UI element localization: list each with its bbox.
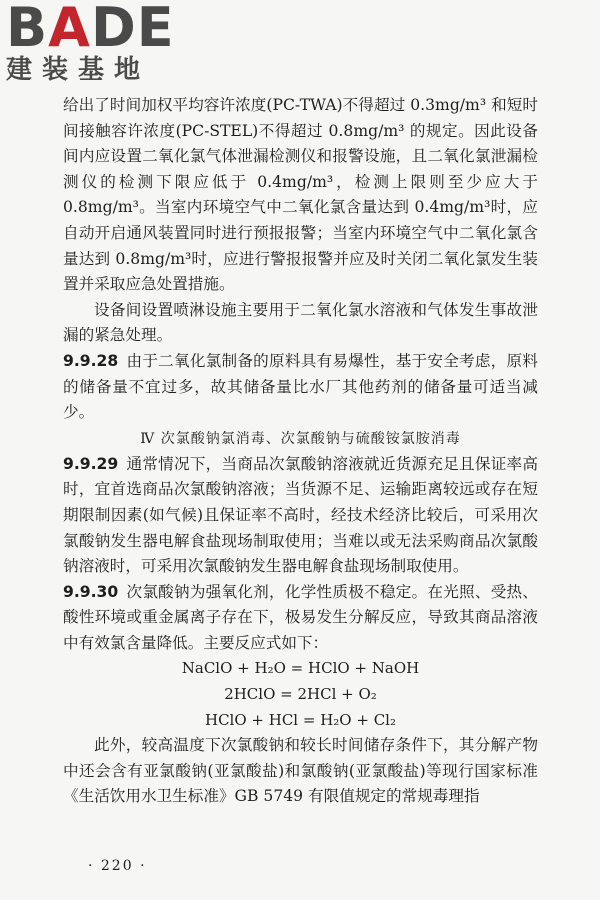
clause-9-9-28 (63, 349, 538, 426)
closing-paragraph: 此外，较高温度下次氯酸钠和较长时间储存条件下，其分解产物中还会含有亚氯酸钠(亚氯酸盐)和氯酸钠(亚氯酸盐)等现行国家标准《生活饮用水卫生标准》GB 5749 有限值规定的常规毒理指 (63, 736, 538, 806)
clause-number: 9.9.30 (63, 582, 119, 601)
equation-1: NaClO + H₂O = HClO + NaOH (181, 659, 420, 678)
equation-3: HClO + HCl = H₂O + Cl₂ (204, 710, 396, 729)
clause-9-9-30 (63, 580, 538, 657)
clause-number: 9.9.28 (63, 351, 119, 370)
equation-2: 2HClO = 2HCl + O₂ (224, 685, 377, 704)
clause-text: 次氯酸钠为强氧化剂，化学性质极不稳定。在光照、受热、酸性环境或重金属离子存在下，极易发生分解反应，导致其商品溶液中有效氯含量降低。主要反应式如下： (63, 582, 538, 652)
logo-subtitle: 建装基地 (6, 55, 151, 85)
logo-brand: BADE (6, 0, 175, 59)
page-body (63, 93, 538, 810)
bade-logo (6, 2, 181, 86)
clause-text: 通常情况下，当商品次氯酸钠溶液就近货源充足且保证率高时，宜首选商品次氯酸钠溶液；当货源不足、运输距离较远或存在短期限制因素(如气候)且保证率不高时，经技术经济比较后，可采用次氯酸钠发生器电解食盐现场制取使用；当难以或无法采购商品次氯酸钠溶液时，可采用次氯酸钠发生器电解食盐现场制取使用。 (63, 454, 538, 576)
paragraph-spray: 设备间设置喷淋设施主要用于二氧化氯水溶液和气体发生事故泄漏的紧急处理。 (63, 300, 538, 345)
clause-9-9-29 (63, 452, 538, 580)
clause-number: 9.9.29 (63, 454, 119, 473)
paragraph-continued: 给出了时间加权平均容许浓度(PC-TWA)不得超过 0.3mg/m³ 和短时间接触容许浓度(PC-STEL)不得超过 0.8mg/m³ 的规定。因此设备间内应设置二氧化氯气体泄漏检测仪和报警设施，且二氧化氯泄漏检测仪的检测下限应低于 0.4mg/m³，检测上限则至少应大于 0.8mg/m³。当室内环境空气中二氧化氯含量达到 0.4mg/m³时，应自动开启通风装置同时进行预报报警；当室内环境空气中二氧化氯含量达到 0.8mg/m³时，应进行警报报警并应及时关闭二氧化氯发生装置并采取应急处置措施。 (63, 96, 538, 294)
clause-text: 由于二氧化氯制备的原料具有易爆性，基于安全考虑，原料的储备量不宜过多，故其储备量比水厂其他药剂的储备量可适当减少。 (63, 351, 538, 422)
section-heading: Ⅳ 次氯酸钠氯消毒、次氯酸钠与硫酸铵氯胺消毒 (140, 430, 461, 447)
page-number: · 220 · (88, 858, 147, 874)
